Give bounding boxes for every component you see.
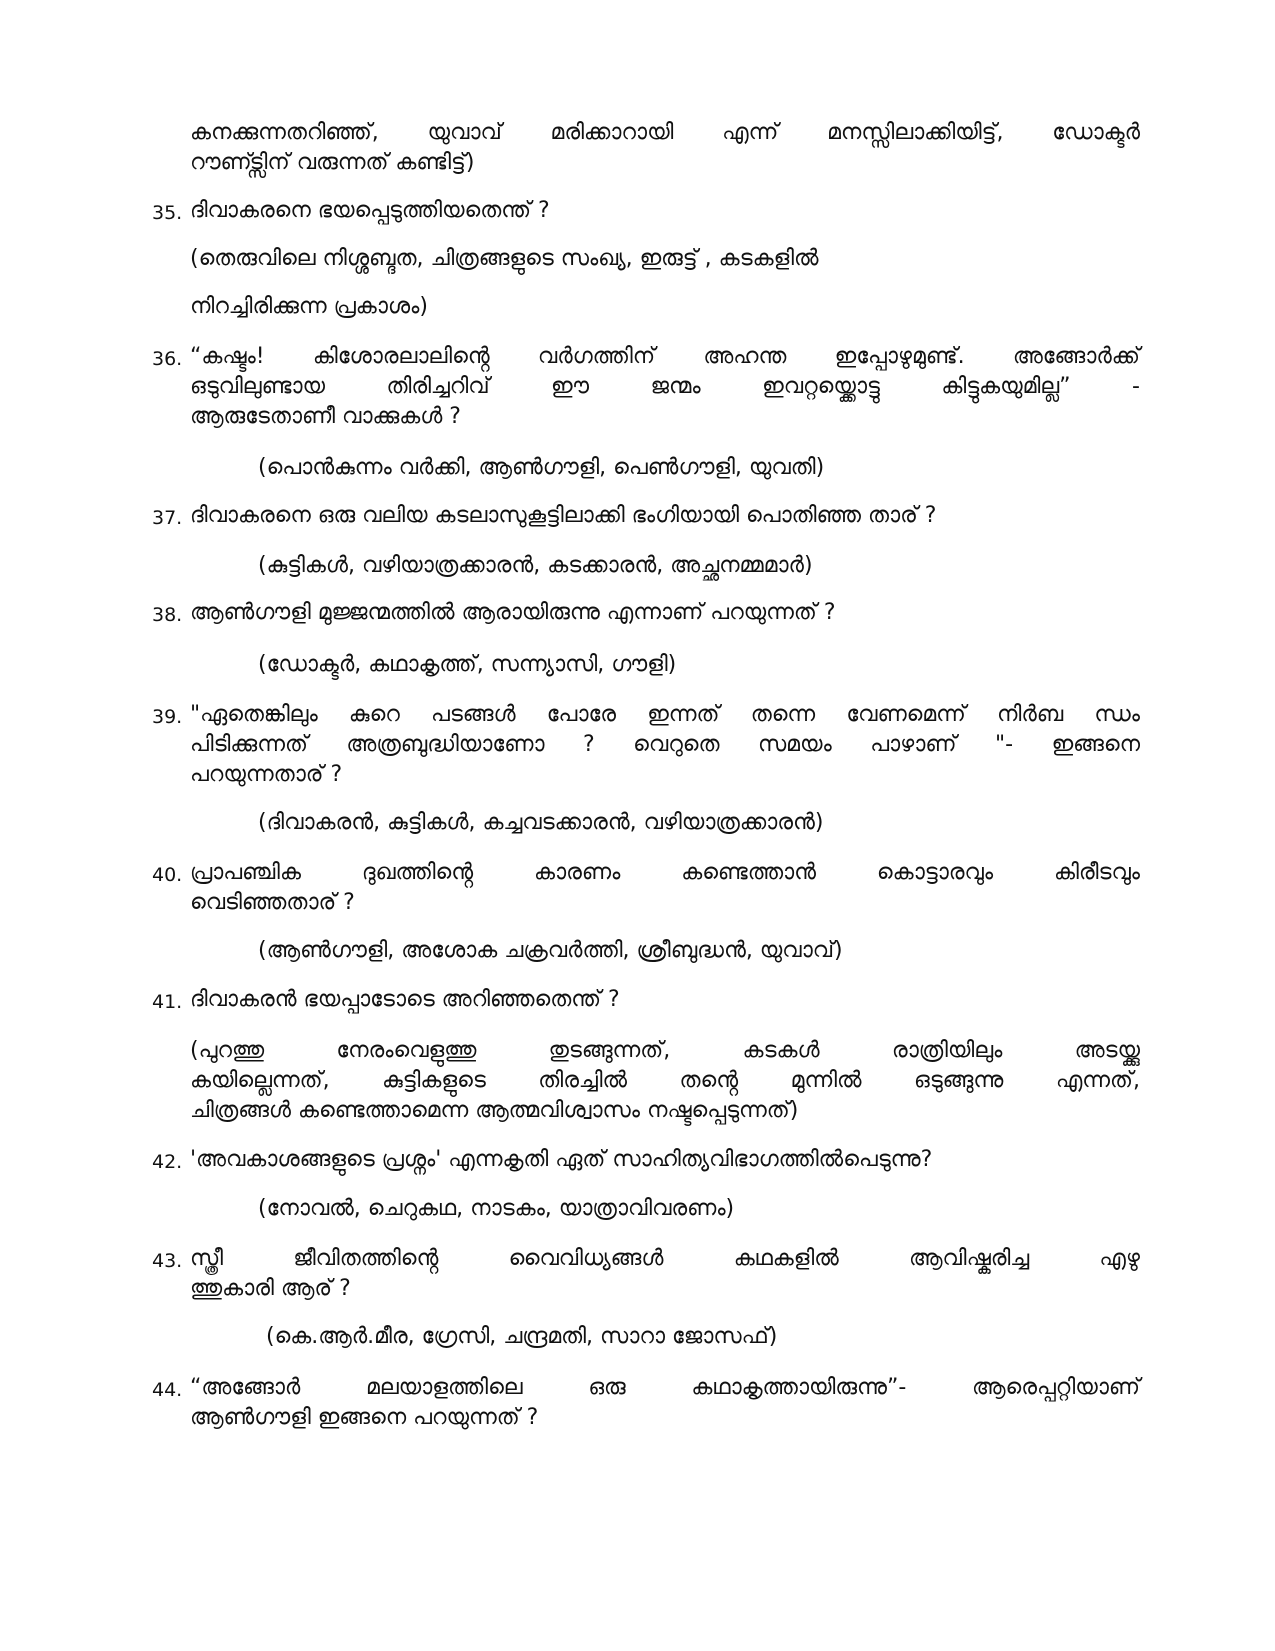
answer-options: (പുറത്തു നേരംവെളുത്തു തുടങ്ങുന്നത്, കടകൾ രാത്രിയിലും അടയ്ക്കു bbox=[190, 1038, 1140, 1063]
question-number: 35. bbox=[152, 202, 183, 224]
question-number: 38. bbox=[152, 604, 183, 626]
question-number: 42. bbox=[152, 1151, 183, 1173]
question-text: ആൺഗൗളി ഇങ്ങനെ പറയുന്നത് ? bbox=[190, 1405, 539, 1430]
answer-options: (ദിവാകരൻ, കുട്ടികൾ, കച്ചവടക്കാരൻ, വഴിയാത്രക്കാരൻ) bbox=[258, 810, 824, 835]
question-text: പിടിക്കുന്നത് അത്രബുദ്ധിയാണോ ? വെറുതെ സമയം പാഴാണ് "- ഇങ്ങനെ bbox=[190, 732, 1140, 757]
question-text: ത്തുകാരി ആര് ? bbox=[190, 1276, 351, 1301]
intro-line-1: കനക്കുന്നതറിഞ്ഞ്, യുവാവ് മരിക്കാറായി എന്ന് മനസ്സിലാക്കിയിട്ട്, ഡോക്ടർ bbox=[190, 120, 1140, 145]
answer-options: കയില്ലെന്നത്, കുട്ടികളുടെ തിരച്ചിൽ തൻ്റെ മുന്നിൽ ഒടുങ്ങുന്നു എന്നത്, bbox=[190, 1068, 1140, 1093]
question-text: വെടിഞ്ഞതാര് ? bbox=[190, 890, 355, 915]
question-number: 43. bbox=[152, 1250, 183, 1272]
answer-options: (നോവൽ, ചെറുകഥ, നാടകം, യാത്രാവിവരണം) bbox=[258, 1196, 735, 1221]
answer-options: (പൊൻകുന്നം വർക്കി, ആൺഗൗളി, പെൺഗൗളി, യുവതി) bbox=[258, 455, 825, 480]
question-text: ആരുടേതാണീ വാക്കുകൾ ? bbox=[190, 404, 461, 429]
answer-options: (തെരുവിലെ നിശ്ശബ്ദത, ചിത്രങ്ങളുടെ സംഖ്യ, ഇരുട്ട് , കടകളിൽ bbox=[190, 246, 819, 271]
question-number: 39. bbox=[152, 706, 183, 728]
question-text: “അങ്ങോർ മലയാളത്തിലെ ഒരു കഥാകൃത്തായിരുന്നു”- ആരെപ്പറ്റിയാണ് bbox=[190, 1375, 1140, 1400]
question-text: പ്രാപഞ്ചിക ദുഖത്തിൻ്റെ കാരണം കണ്ടെത്താൻ കൊട്ടാരവും കിരീടവും bbox=[190, 860, 1140, 885]
answer-options: നിറച്ചിരിക്കുന്ന പ്രകാശം) bbox=[190, 294, 428, 319]
question-text: ദിവാകരനെ ഒരു വലിയ കടലാസുകൂട്ടിലാക്കി ഭംഗിയായി പൊതിഞ്ഞ താര് ? bbox=[190, 503, 937, 528]
intro-line-2: റൗണ്ട്സിന് വരുന്നത് കണ്ടിട്ട്) bbox=[190, 150, 475, 175]
answer-options: ചിത്രങ്ങൾ കണ്ടെത്താമെന്ന ആത്മവിശ്വാസം നഷ്ടപ്പെടുന്നത്) bbox=[190, 1098, 799, 1123]
question-number: 40. bbox=[152, 864, 183, 886]
question-number: 37. bbox=[152, 507, 183, 529]
question-text: പറയുന്നതാര് ? bbox=[190, 762, 343, 787]
question-number: 44. bbox=[152, 1379, 183, 1401]
answer-options: (കുട്ടികൾ, വഴിയാത്രക്കാരൻ, കടക്കാരൻ, അച്ഛനമ്മമാർ) bbox=[258, 553, 813, 578]
question-number: 41. bbox=[152, 991, 183, 1013]
answer-options: (ഡോക്ടർ, കഥാകൃത്ത്, സന്ന്യാസി, ഗൗളി) bbox=[258, 652, 677, 677]
question-number: 36. bbox=[152, 348, 183, 370]
question-text: “കഷ്ടം! കിശോരലാലിൻ്റെ വർഗത്തിന് അഹന്ത ഇപ്പോഴുമുണ്ട്. അങ്ങോർക്ക് bbox=[190, 344, 1140, 369]
question-text: ആൺഗൗളി മുജ്ജന്മത്തിൽ ആരായിരുന്നു എന്നാണ് പറയുന്നത് ? bbox=[190, 600, 836, 625]
question-text: 'അവകാശങ്ങളുടെ പ്രശ്നം' എന്നകൃതി ഏത് സാഹിത്യവിഭാഗത്തിൽപെടുന്നു? bbox=[190, 1147, 933, 1172]
question-text: സ്ത്രീ ജീവിതത്തിൻ്റെ വൈവിധ്യങ്ങൾ കഥകളിൽ ആവിഷ്കരിച്ച എഴു bbox=[190, 1246, 1140, 1271]
answer-options: (കെ.ആർ.മീര, ഗ്രേസി, ചന്ദ്രമതി, സാറാ ജോസഫ്) bbox=[266, 1324, 778, 1349]
question-text: ദിവാകരനെ ഭയപ്പെടുത്തിയതെന്ത് ? bbox=[190, 198, 550, 223]
question-text: ദിവാകരൻ ഭയപ്പാടോടെ അറിഞ്ഞതെന്ത് ? bbox=[190, 987, 620, 1012]
question-text: "ഏതെങ്കിലും കുറെ പടങ്ങൾ പോരേ ഇന്നത് തന്നെ വേണമെന്ന് നിർബ ന്ധം bbox=[190, 702, 1140, 727]
answer-options: (ആൺഗൗളി, അശോക ചക്രവർത്തി, ശ്രീബുദ്ധൻ, യുവാവ്) bbox=[258, 938, 843, 963]
question-text: ഒടുവിലുണ്ടായ തിരിച്ചറിവ് ഈ ജന്മം ഇവറ്റയ്ക്കൊട്ടു കിട്ടുകയുമില്ല” - bbox=[190, 374, 1140, 399]
